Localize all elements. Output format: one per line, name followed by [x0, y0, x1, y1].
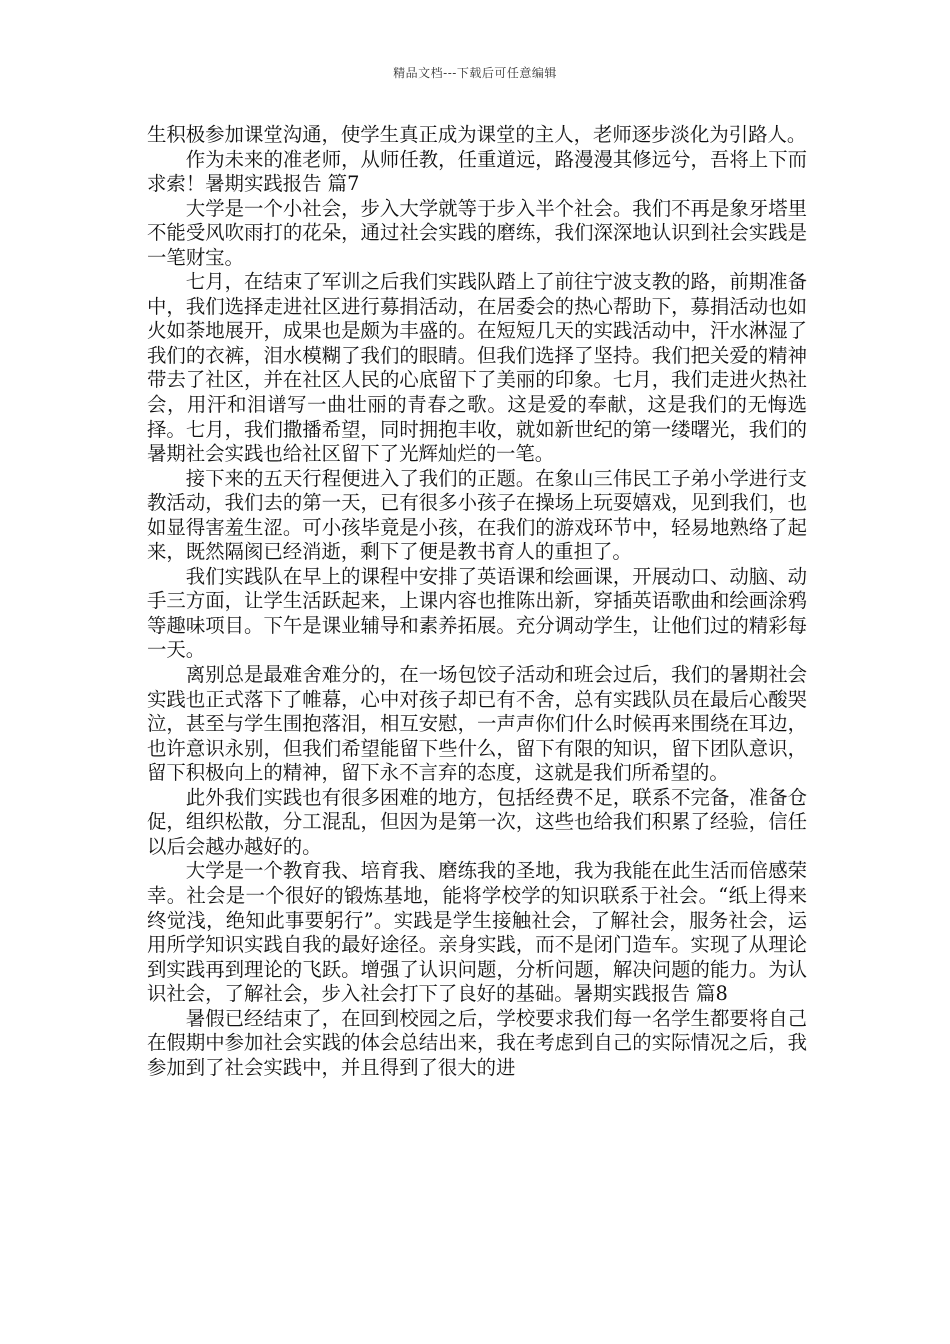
paragraph: 大学是一个教育我、培育我、磨练我的圣地，我为我能在此生活而倍感荣幸。社会是一个很好的锻炼基地，能将学校学的知识联系于社会。“纸上得来终觉浅，绝知此事要躬行”。实践是学生接触社会，了解社会，服务社会，运用所学知识实践自我的最好途径。亲身实践，而不是闭门造车。实现了从理论到实践再到理论的飞跃。增强了认识问题，分析问题，解决问题的能力。为认识社会，了解社会，步入社会打下了良好的基础。暑期实践报告 篇8 [147, 859, 807, 1006]
document-body [147, 123, 807, 1080]
paragraph: 我们实践队在早上的课程中安排了英语课和绘画课，开展动口、动脑、动手三方面，让学生活跃起来，上课内容也推陈出新，穿插英语歌曲和绘画涂鸦等趣味项目。下午是课业辅导和素养拓展。充分调动学生，让他们过的精彩每一天。 [147, 564, 807, 662]
paragraph: 接下来的五天行程便进入了我们的正题。在象山三伟民工子弟小学进行支教活动，我们去的第一天，已有很多小孩子在操场上玩耍嬉戏，见到我们，也如显得害羞生涩。可小孩毕竟是小孩，在我们的游戏环节中，轻易地熟络了起来，既然隔阂已经消逝，剩下了便是教书育人的重担了。 [147, 466, 807, 564]
paragraph: 大学是一个小社会，步入大学就等于步入半个社会。我们不再是象牙塔里不能受风吹雨打的花朵，通过社会实践的磨练，我们深深地认识到社会实践是一笔财宝。 [147, 196, 807, 269]
paragraph: 作为未来的准老师，从师任教，任重道远，路漫漫其修远兮，吾将上下而求索！暑期实践报告 篇7 [147, 147, 807, 196]
paragraph: 生积极参加课堂沟通，使学生真正成为课堂的主人，老师逐步淡化为引路人。 [147, 123, 807, 146]
paragraph: 七月，在结束了军训之后我们实践队踏上了前往宁波支教的路，前期准备中，我们选择走进社区进行募捐活动，在居委会的热心帮助下，募捐活动也如火如荼地展开，成果也是颇为丰盛的。在短短几天的实践活动中，汗水淋湿了我们的衣裤，泪水模糊了我们的眼睛。但我们选择了坚持。我们把关爱的精神带去了社区，并在社区人民的心底留下了美丽的印象。七月，我们走进火热社会，用汗和泪谱写一曲壮丽的青春之歌。这是爱的奉献，这是我们的无悔选择。七月，我们撒播希望，同时拥抱丰收，就如新世纪的第一缕曙光，我们的暑期社会实践也给社区留下了光辉灿烂的一笔。 [147, 270, 807, 466]
paragraph: 暑假已经结束了，在回到校园之后，学校要求我们每一名学生都要将自己在假期中参加社会实践的体会总结出来，我在考虑到自己的实际情况之后，我参加到了社会实践中，并且得到了很大的进 [147, 1006, 807, 1079]
paragraph: 此外我们实践也有很多困难的地方，包括经费不足，联系不完备，准备仓促，组织松散，分工混乱，但因为是第一次，这些也给我们积累了经验，信任以后会越办越好的。 [147, 785, 807, 858]
paragraph: 离别总是最难舍难分的，在一场包饺子活动和班会过后，我们的暑期社会实践也正式落下了帷幕，心中对孩子却已有不舍，总有实践队员在最后心酸哭泣，甚至与学生围抱落泪，相互安慰，一声声你们什么时候再来围绕在耳边，也许意识永别，但我们希望能留下些什么，留下有限的知识，留下团队意识，留下积极向上的精神，留下永不言弃的态度，这就是我们所希望的。 [147, 663, 807, 785]
page-header: 精品文档---下载后可任意编辑 [393, 66, 557, 80]
